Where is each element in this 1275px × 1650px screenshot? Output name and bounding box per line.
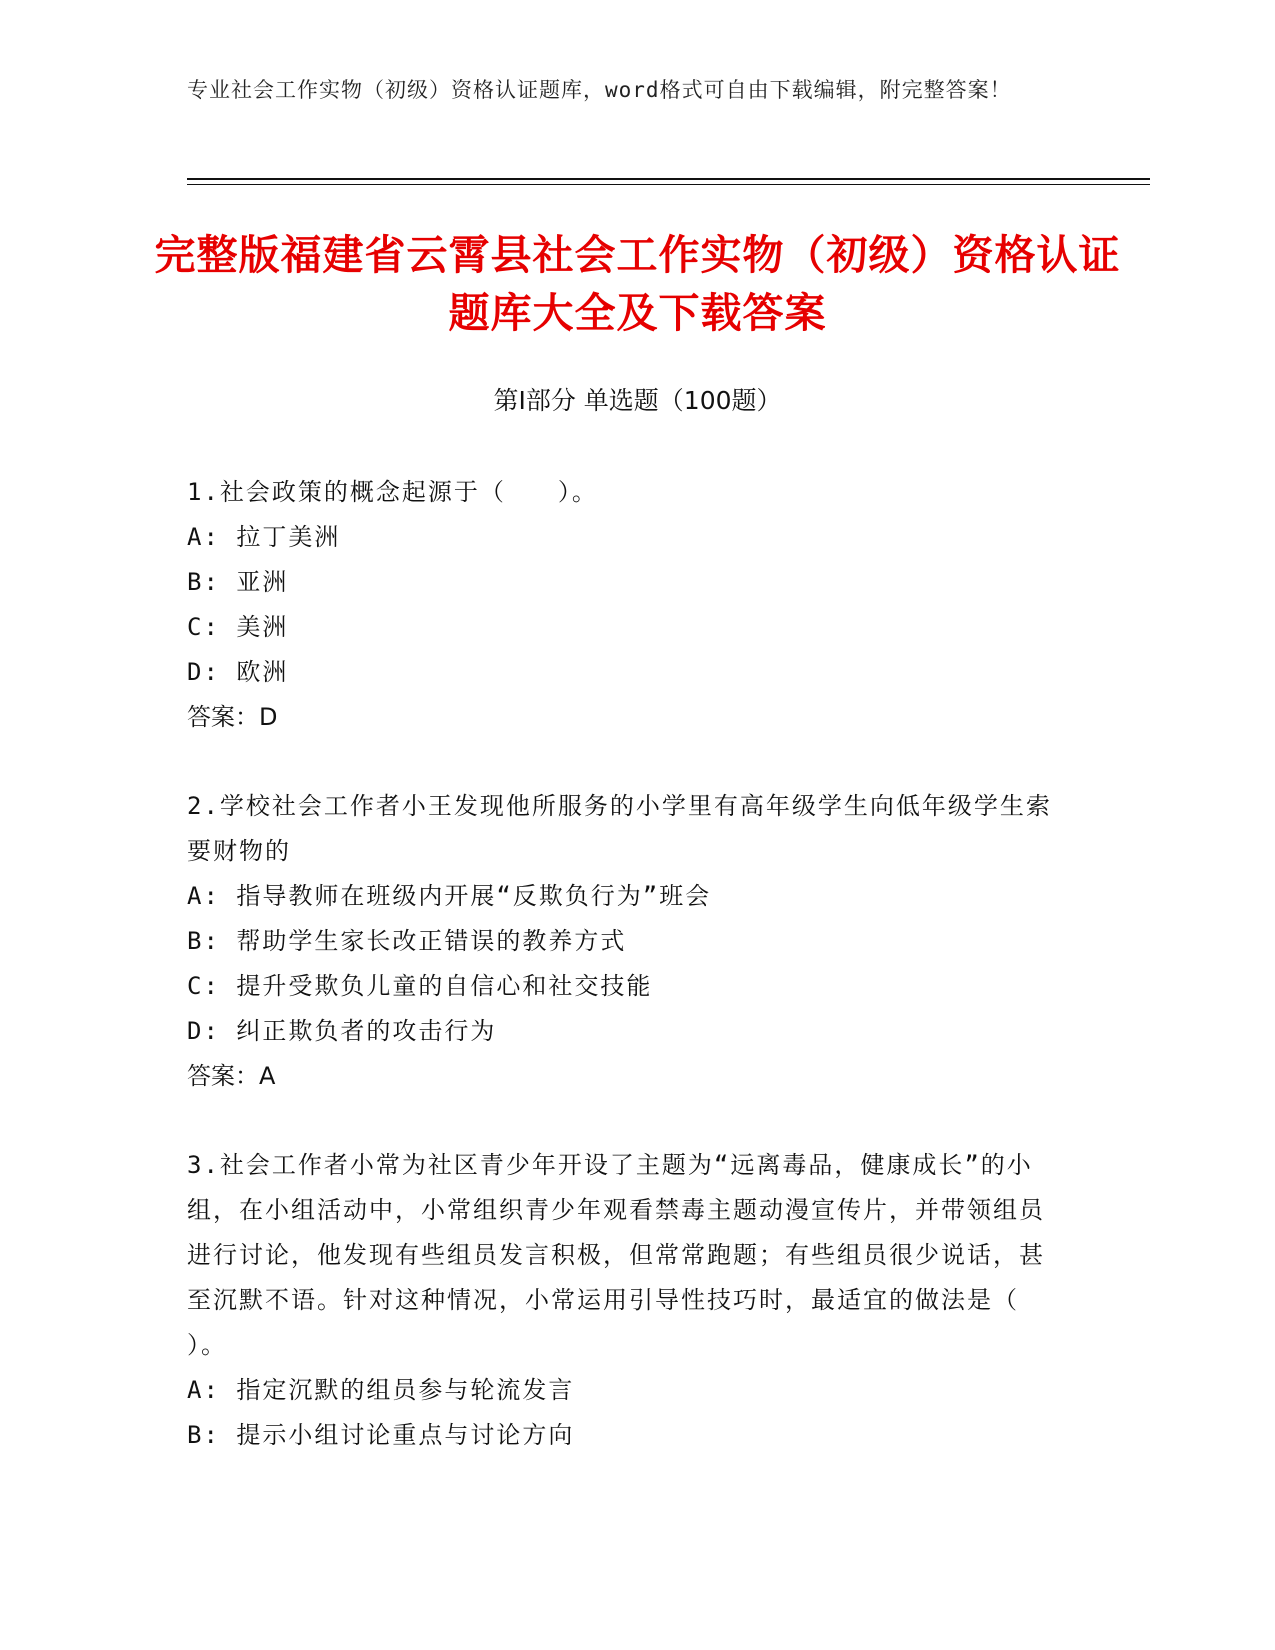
question-stem: 1.社会政策的概念起源于（ ）。 [187, 478, 598, 506]
document-title: 完整版福建省云霄县社会工作实物（初级）资格认证题库大全及下载答案 [154, 231, 1121, 337]
question-item [187, 1143, 1067, 1458]
option-d: D: 纠正欺负者的攻击行为 [187, 1017, 497, 1045]
question-item [187, 470, 1067, 740]
option-c: C: 美洲 [187, 613, 289, 641]
header-note: 专业社会工作实物（初级）资格认证题库，word格式可自由下载编辑，附完整答案！ [187, 78, 1012, 102]
option-d: D: 欧洲 [187, 658, 289, 686]
answer-line: 答案：A [187, 1062, 276, 1090]
question-stem: 2.学校社会工作者小王发现他所服务的小学里有高年级学生向低年级学生索要财物的 [187, 792, 1052, 865]
answer-line: 答案：D [187, 703, 278, 731]
option-b: B: 亚洲 [187, 568, 289, 596]
question-item [187, 784, 1067, 1099]
question-list [187, 470, 1067, 1502]
option-a: A: 指导教师在班级内开展“反欺负行为”班会 [187, 882, 712, 910]
option-a: A: 指定沉默的组员参与轮流发言 [187, 1376, 575, 1404]
section-title: 第Ⅰ部分 单选题（100题） [493, 386, 782, 415]
header-divider-thick [187, 178, 1150, 180]
option-c: C: 提升受欺负儿童的自信心和社交技能 [187, 972, 653, 1000]
header-divider-thin [187, 184, 1150, 185]
question-stem: 3.社会工作者小常为社区青少年开设了主题为“远离毒品，健康成长”的小组，在小组活动中，小常组织青少年观看禁毒主题动漫宣传片，并带领组员进行讨论，他发现有些组员发言积极，但常常跑题；有些组员很少说话，甚至沉默不语。针对这种情况，小常运用引导性技巧时，最适宜的做法是（ ）。 [187, 1151, 1045, 1359]
option-b: B: 提示小组讨论重点与讨论方向 [187, 1421, 575, 1449]
option-b: B: 帮助学生家长改正错误的教养方式 [187, 927, 627, 955]
option-a: A: 拉丁美洲 [187, 523, 341, 551]
